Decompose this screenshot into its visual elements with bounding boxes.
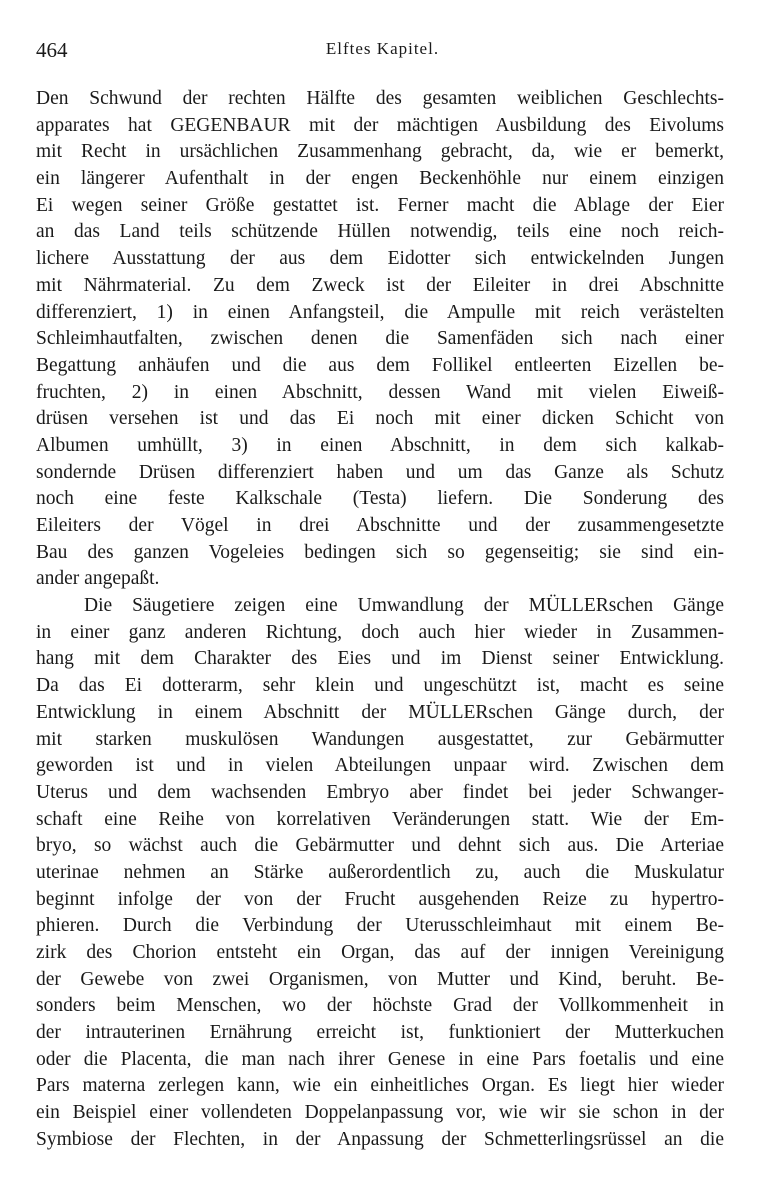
text-line: mit Recht in ursächlichen Zusammenhang gebracht, da, wie er bemerkt, <box>36 141 724 163</box>
text-line: noch eine feste Kalkschale (Testa) liefern. Die Sonderung des <box>36 488 724 510</box>
text-line: lichere Ausstattung der aus dem Eidotter sich entwickelnden Jungen <box>36 248 724 270</box>
text-line: mit starken muskulösen Wandungen ausgestattet, zur Gebärmutter <box>36 728 724 750</box>
text-line: beginnt infolge der von der Frucht ausgehenden Reize zu hypertro- <box>36 888 724 910</box>
text-line: hang mit dem Charakter des Eies und im Dienst seiner Entwicklung. <box>36 648 724 670</box>
text-line: Da das Ei dotterarm, sehr klein und ungeschützt ist, macht es seine <box>36 675 724 697</box>
paragraph <box>36 593 724 1153</box>
text-line: Bau des ganzen Vogeleies bedingen sich so gegenseitig; sie sind ein- <box>36 541 724 563</box>
text-line: ander angepaßt. <box>36 568 160 590</box>
text-line: ein Beispiel einer vollendeten Doppelanpassung vor, wie wir sie schon in der <box>36 1102 724 1124</box>
text-line: phieren. Durch die Verbindung der Uterusschleimhaut mit einem Be- <box>36 915 724 937</box>
text-line: an das Land teils schützende Hüllen notwendig, teils eine noch reich- <box>36 221 724 243</box>
text-line: fruchten, 2) in einen Abschnitt, dessen Wand mit vielen Eiweiß- <box>36 381 724 403</box>
text-line: Schleimhautfalten, zwischen denen die Samenfäden sich nach einer <box>36 328 724 350</box>
text-line: sonders beim Menschen, wo der höchste Grad der Vollkommenheit in <box>36 995 724 1017</box>
text-line: bryo, so wächst auch die Gebärmutter und dehnt sich aus. Die Arteriae <box>36 835 724 857</box>
text-line: geworden ist und in vielen Abteilungen unpaar wird. Zwischen dem <box>36 755 724 777</box>
text-line: uterinae nehmen an Stärke außerordentlich zu, auch die Muskulatur <box>36 861 724 883</box>
text-line: in einer ganz anderen Richtung, doch auch hier wieder in Zusammen- <box>36 621 724 643</box>
body-text <box>36 86 724 1154</box>
running-head: Elftes Kapitel. <box>325 39 440 58</box>
text-line: Den Schwund der rechten Hälfte des gesamten weiblichen Geschlechts- <box>36 88 724 109</box>
paragraph <box>36 86 724 593</box>
text-line: Eileiters der Vögel in drei Abschnitte und der zusammengesetzte <box>36 515 724 536</box>
text-line: Entwicklung in einem Abschnitt der MÜLLERschen Gänge durch, der <box>36 701 724 723</box>
page-number: 464 <box>36 38 68 62</box>
text-line: schaft eine Reihe von korrelativen Veränderungen statt. Wie der Em- <box>36 808 724 830</box>
text-line: Die Säugetiere zeigen eine Umwandlung der MÜLLERschen Gänge <box>84 595 724 617</box>
text-line: Ei wegen seiner Größe gestattet ist. Ferner macht die Ablage der Eier <box>36 194 724 216</box>
text-line: Pars materna zerlegen kann, wie ein einheitliches Organ. Es liegt hier wieder <box>36 1075 724 1097</box>
text-line: der intrauterinen Ernährung erreicht ist, funktioniert der Mutterkuchen <box>36 1022 724 1044</box>
text-line: Symbiose der Flechten, in der Anpassung der Schmetterlingsrüssel an die <box>36 1128 724 1150</box>
text-line: oder die Placenta, die man nach ihrer Genese in eine Pars foetalis und eine <box>36 1048 724 1070</box>
text-line: zirk des Chorion entsteht ein Organ, das auf der innigen Vereinigung <box>36 942 724 963</box>
text-line: apparates hat GEGENBAUR mit der mächtigen Ausbildung des Eivolums <box>36 114 724 136</box>
text-line: der Gewebe von zwei Organismen, von Mutter und Kind, beruht. Be- <box>36 968 724 990</box>
text-line: Begattung anhäufen und die aus dem Follikel entleerten Eizellen be- <box>36 354 724 376</box>
text-line: drüsen versehen ist und das Ei noch mit einer dicken Schicht von <box>36 408 724 430</box>
text-line: ein längerer Aufenthalt in der engen Beckenhöhle nur einem einzigen <box>36 168 724 190</box>
text-line: sondernde Drüsen differenziert haben und um das Ganze als Schutz <box>36 461 724 483</box>
text-line: Albumen umhüllt, 3) in einen Abschnitt, in dem sich kalkab- <box>36 434 724 456</box>
text-line: mit Nährmaterial. Zu dem Zweck ist der Eileiter in drei Abschnitte <box>36 274 724 296</box>
text-line: differenziert, 1) in einen Anfangsteil, die Ampulle mit reich verästelten <box>36 301 724 323</box>
text-line: Uterus und dem wachsenden Embryo aber findet bei jeder Schwanger- <box>36 781 724 803</box>
